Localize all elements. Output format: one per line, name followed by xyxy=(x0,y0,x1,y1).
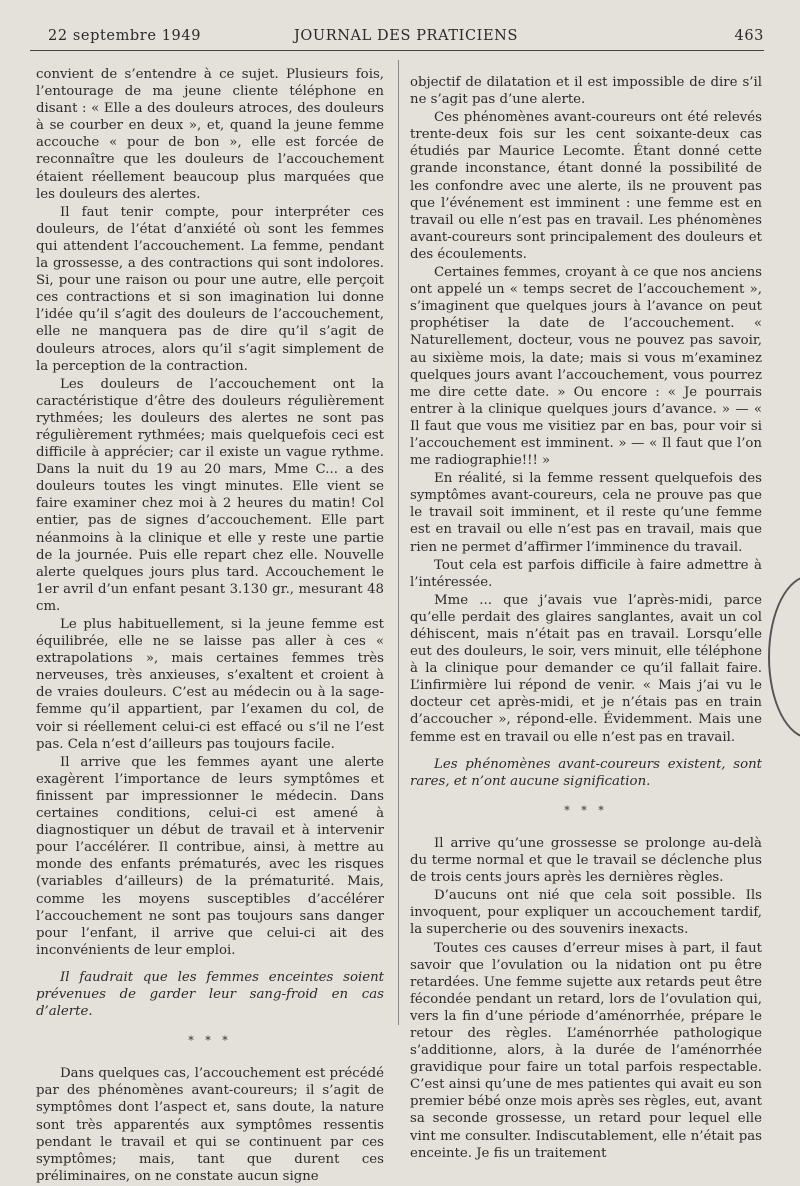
issue-date: 22 septembre 1949 xyxy=(48,28,202,44)
library-stamp xyxy=(768,575,800,739)
section-separator: * * * xyxy=(188,1034,232,1048)
paragraph: D’aucuns ont nié que cela soit possible. Ils invoquent, pour expliquer un accouchement tardif, la supercherie ou des souvenirs inexacts. xyxy=(410,888,762,938)
italic-summary: Les phénomènes avant-coureurs existent, sont rares, et n’ont aucune signification. xyxy=(410,756,762,789)
paragraph: convient de s’entendre à ce sujet. Plusieurs fois, l’entourage de ma jeune cliente téléphone en disant : « Elle a des douleurs atroces, des douleurs à se courber en deux », et, quand la jeune femme accouche « pour de bon », elle est forcée de reconnaître que les douleurs de l’accouchement étaient réellement beaucoup plus marquées que les douleurs des alertes. xyxy=(36,67,384,202)
journal-title: JOURNAL DES PRATICIENS xyxy=(294,28,518,44)
paragraph: Tout cela est parfois difficile à faire admettre à l’intéressée. xyxy=(410,557,762,590)
paragraph: Les douleurs de l’accouchement ont la caractéristique d’être des douleurs régulièrement rythmées; les douleurs des alertes ne sont pas régulièrement rythmées; mais quelquefois ceci est difficile à apprécier; car il existe un vague rythme. Dans la nuit du 19 au 20 mars, Mme C... a des douleurs toutes les vingt minutes. Elle vient se faire examiner chez moi à 2 heures du matin! Col entier, pas de signes d’accouchement. Elle part néanmoins à la clinique et elle y reste une partie de la journée. Puis elle repart chez elle. Nouvelle alerte quelques jours plus tard. Accouchement le 1er avril d’un enfant pesant 3.130 gr., mesurant 48 cm. xyxy=(36,376,384,614)
paragraph: Mme ... que j’avais vue l’après-midi, parce qu’elle perdait des glaires sanglantes, avait un col déhiscent, mais n’était pas en travail. Lorsqu’elle eut des douleurs, le soir, vers minuit, elle téléphone à la clinique pour demander ce qu’il fallait faire. L’infirmière lui répond de venir. « Mais j’ai vu le docteur cet après-midi, et je n’étais pas en train d’accoucher », répond-elle. Évidemment. Mais une femme est en travail ou elle n’est pas en travail. xyxy=(410,592,762,745)
paragraph: Dans quelques cas, l’accouchement est précédé par des phénomènes avant-coureurs; il s’agit de symptômes dont l’aspect et, sans doute, la nature sont très apparentés aux symptômes ressentis pendant le travail et qui se continuent par ces symptômes; mais, tant que durent ces préliminaires, on ne constate aucun signe xyxy=(36,1066,384,1184)
section-separator: * * * xyxy=(564,803,608,817)
paragraph: Ces phénomènes avant-coureurs ont été relevés trente-deux fois sur les cent soixante-deux cas étudiés par Maurice Lecomte. Étant donné cette grande inconstance, étant donné la possibilité de les confondre avec une alerte, ils ne prouvent pas que l’événement est imminent : une femme est en travail ou elle n’est pas en travail. Les phénomènes avant-coureurs sont principalement des douleurs et des écoulements. xyxy=(410,110,762,262)
page-number: 463 xyxy=(734,28,764,44)
paragraph: Certaines femmes, croyant à ce que nos anciens ont appelé un « temps secret de l’accouchement », s’imaginent que quelques jours à l’avance on peut prophétiser la date de l’accouchement. « Naturellement, docteur, vous ne pouvez pas savoir, au sixième mois, la date; mais si vous m’examinez quelques jours avant l’accouchement, vous pourrez me dire cette date. » Ou encore : « Je pourrais entrer à la clinique quelques jours d’avance. » — « Il faut que vous me visitiez par en bas, pour voir si l’accouchement est imminent. » — « Il faut que l’on me radiographie!!! » xyxy=(410,265,762,469)
right-column xyxy=(410,74,762,1163)
paragraph: objectif de dilatation et il est impossible de dire s’il ne s’agit pas d’une alerte. xyxy=(410,75,762,108)
paragraph: Il faut tenir compte, pour interpréter ces douleurs, de l’état d’anxiété où sont les femmes qui attendent l’accouchement. La femme, pendant la grossesse, a des contractions qui sont indolores. Si, pour une raison ou pour une autre, elle perçoit ces contractions et si son imagination lui donne l’idée qu’il s’agit des douleurs de l’accouchement, elle ne manquera pas de dire qu’il s’agit de douleurs atroces, alors qu’il s’agit simplement de la perception de la contraction. xyxy=(36,204,384,374)
paragraph: Il arrive qu’une grossesse se prolonge au-delà du terme normal et que le travail se déclenche plus de trois cents jours après les dernières règles. xyxy=(410,835,762,886)
header-rule xyxy=(30,50,764,51)
column-divider xyxy=(398,60,399,1025)
paragraph: Le plus habituellement, si la jeune femme est équilibrée, elle ne se laisse pas aller à ces « extrapolations », mais certaines femmes très nerveuses, très anxieuses, s’exaltent et croient à de vraies douleurs. C’est au médecin ou à la sage-femme qu’il appartient, par l’examen du col, de voir si réellement celui-ci est effacé ou s’il ne l’est pas. Cela n’est d’ailleurs pas toujours facile. xyxy=(36,617,384,752)
running-header xyxy=(48,24,764,48)
paragraph: Toutes ces causes d’erreur mises à part, il faut savoir que l’ovulation ou la nidation ont pu être retardées. Une femme sujette aux retards peut être fécondée pendant un retard, lors de l’ovulation qui, vers la fin d’une période d’aménorrhée, prépare le retour des règles. L’aménorrhée pathologique s’additionne, alors, à la durée de l’aménorrhée gravidique pour faire un total parfois respectable. C’est ainsi qu’une de mes patientes qui avait eu son premier bébé onze mois après ses règles, eut, avant sa seconde grossesse, un retard pour lequel elle vint me consulter. Indiscutablement, elle n’était pas enceinte. Je fis un traitement xyxy=(410,940,762,1161)
paragraph: Il arrive que les femmes ayant une alerte exagèrent l’importance de leurs symptômes et finissent par impressionner le médecin. Dans certaines conditions, celui-ci est amené à diagnostiquer un début de travail et à intervenir pour l’accélérer. Il contribue, ainsi, à mettre au monde des enfants prématurés, avec les risques (variables d’ailleurs) de la prématurité. Mais, comme les moyens susceptibles d’accélérer l’accouchement ne sont pas toujours sans danger pour l’enfant, il arrive que celui-ci ait des inconvénients de leur emploi. xyxy=(36,754,384,958)
italic-summary: Il faudrait que les femmes enceintes soient prévenues de garder leur sang-froid en cas d’alerte. xyxy=(36,969,384,1020)
left-column xyxy=(36,66,384,1186)
paragraph: En réalité, si la femme ressent quelquefois des symptômes avant-coureurs, cela ne prouve pas que le travail soit imminent, et il reste qu’une femme est en travail ou elle n’est pas en travail, mais que rien ne permet d’affirmer l’imminence du travail. xyxy=(410,471,762,555)
